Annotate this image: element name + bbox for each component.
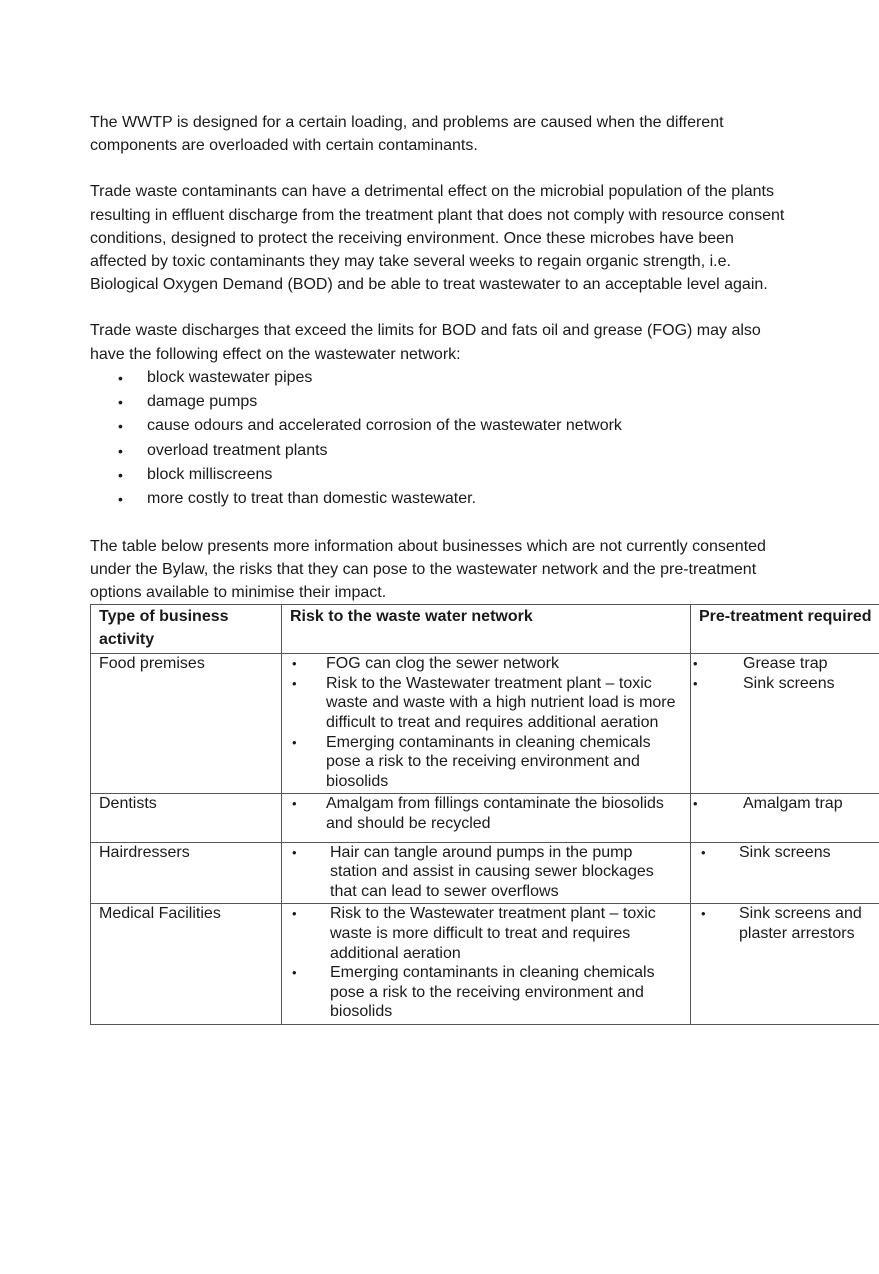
list-item: • cause odours and accelerated corrosion of the wastewater network (90, 414, 879, 438)
table-row (91, 794, 879, 842)
header-business-type: Type of business activity (91, 605, 282, 654)
pretreatment-cell (691, 654, 879, 794)
list-item: • block wastewater pipes (90, 366, 879, 390)
table-row (91, 904, 879, 1025)
table-row (91, 654, 879, 794)
business-risk-table (90, 604, 879, 1025)
business-type-cell: Food premises (91, 654, 282, 794)
paragraph-table-intro: The table below presents more information about businesses which are not currently consented under the Bylaw, the risks that they can pose to the wastewater network and the pre-treatment options available to minimise their impact. (90, 537, 766, 602)
risk-item: • Emerging contaminants in cleaning chemicals pose a risk to the receiving environment and biosolids (290, 733, 682, 792)
header-pretreatment: Pre-treatment required (691, 605, 879, 654)
paragraph-wwtp-loading: The WWTP is designed for a certain loading, and problems are caused when the different components are overloaded with certain contaminants. (90, 114, 724, 155)
risk-item: • Emerging contaminants in cleaning chemicals pose a risk to the receiving environment and biosolids (290, 963, 682, 1022)
list-item: • block milliscreens (90, 463, 879, 487)
business-type-cell: Dentists (91, 794, 282, 842)
paragraph-trade-waste-discharges: Trade waste discharges that exceed the limits for BOD and fats oil and grease (FOG) may also have the following effect on the wastewater network: (90, 322, 761, 363)
risk-item: • Hair can tangle around pumps in the pump station and assist in causing sewer blockages that can lead to sewer overflows (290, 843, 682, 902)
pretreatment-item: • Amalgam trap (699, 794, 879, 814)
business-type-cell: Hairdressers (91, 842, 282, 904)
risk-item: • Risk to the Wastewater treatment plant – toxic waste is more difficult to treat and requires additional aeration (290, 904, 682, 963)
header-risk: Risk to the waste water network (282, 605, 691, 654)
list-item: • overload treatment plants (90, 439, 879, 463)
table-row (91, 842, 879, 904)
list-item: • damage pumps (90, 390, 879, 414)
pretreatment-item: • Sink screens (699, 674, 879, 694)
pretreatment-cell (691, 794, 879, 842)
business-type-cell: Medical Facilities (91, 904, 282, 1025)
risk-cell (282, 794, 691, 842)
risk-item: • Amalgam from fillings contaminate the biosolids and should be recycled (290, 794, 682, 833)
effects-list (90, 366, 879, 512)
table-header-row (91, 605, 879, 654)
pretreatment-cell (691, 842, 879, 904)
risk-item: • FOG can clog the sewer network (290, 654, 682, 674)
pretreatment-item: • Sink screens (699, 843, 879, 863)
risk-cell (282, 904, 691, 1025)
risk-item: • Risk to the Wastewater treatment plant – toxic waste and waste with a high nutrient load is more difficult to treat and requires additional aeration (290, 674, 682, 733)
paragraph-trade-waste-contaminants: Trade waste contaminants can have a detrimental effect on the microbial population of the plants resulting in effluent discharge from the treatment plant that does not comply with resource consent conditions, designed to protect the receiving environment. Once these microbes have been affected by toxic contaminants they may take several weeks to regain organic strength, i.e. Biological Oxygen Demand (BOD) and be able to treat wastewater to an acceptable level again. (90, 183, 785, 294)
list-item: • more costly to treat than domestic wastewater. (90, 487, 879, 511)
risk-cell (282, 654, 691, 794)
pretreatment-cell (691, 904, 879, 1025)
document-page (90, 111, 879, 1025)
pretreatment-item: • Grease trap (699, 654, 879, 674)
pretreatment-item: • Sink screens and plaster arrestors (699, 904, 879, 943)
risk-cell (282, 842, 691, 904)
